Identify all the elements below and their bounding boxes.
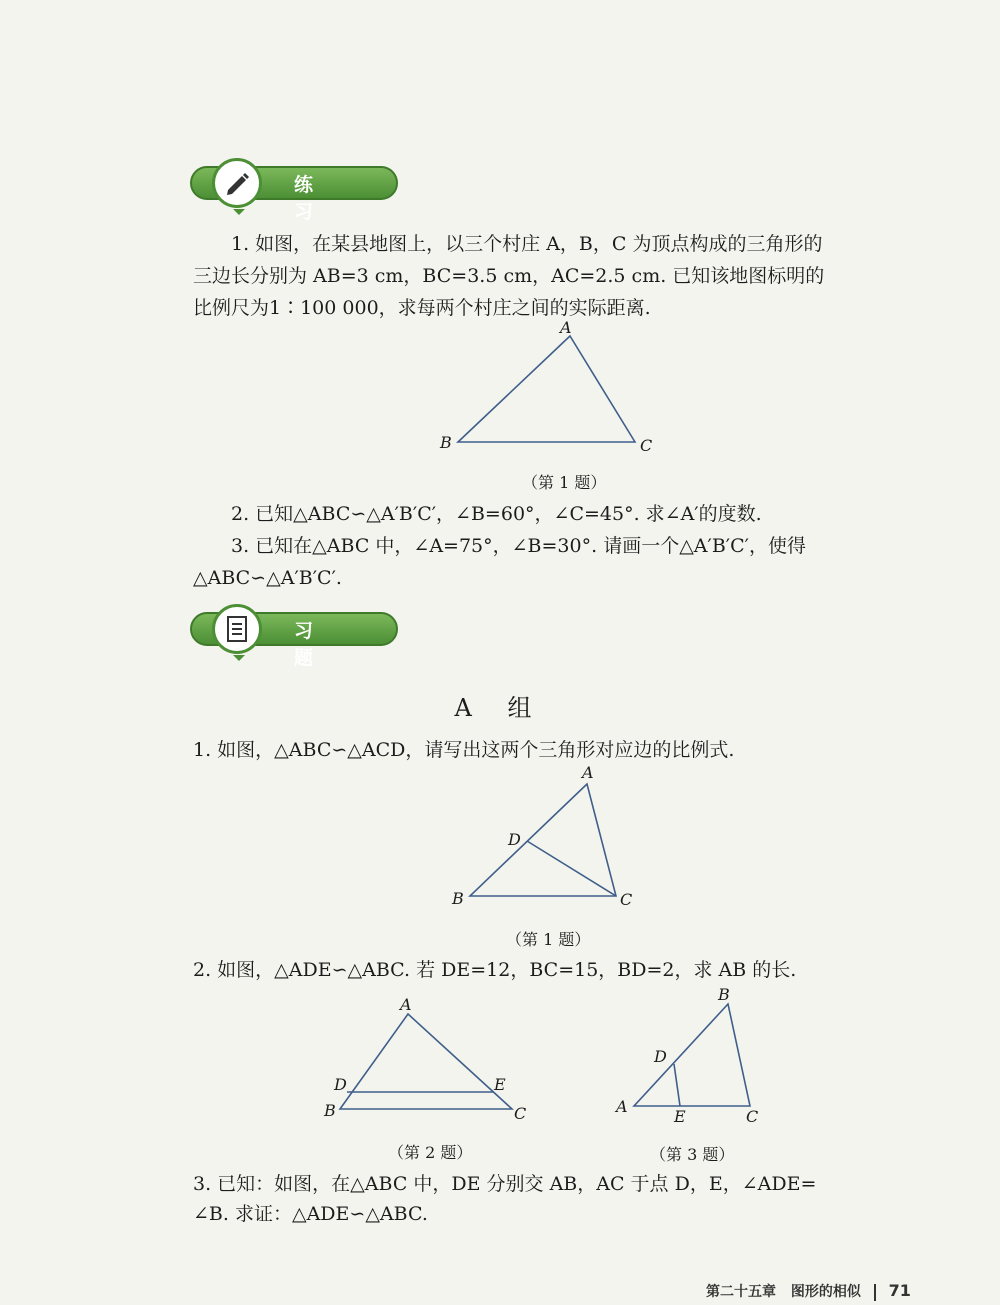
label-b: B [440,433,452,452]
practice-q3-line2: △ABC∽△A′B′C′. [193,567,342,589]
triangle-abc [470,784,616,896]
practice-q2: 2. 已知△ABC∽△A′B′C′，∠B=60°，∠C=45°. 求∠A′的度数. [231,503,762,525]
label-c: C [620,890,633,909]
label-d: D [508,830,521,849]
group-a-q3-line1: 3. 已知：如图，在△ABC 中，DE 分别交 AB，AC 于点 D，E，∠ADE= [193,1173,817,1195]
label-b: B [324,1101,336,1120]
practice-q1-line2: 三边长分别为 AB=3 cm，BC=3.5 cm，AC=2.5 cm. 已知该地图标明的 [193,265,825,287]
footer-title: 图形的相似 [790,1284,861,1300]
footer-page-number: 71 [888,1281,911,1300]
label-d: D [654,1047,667,1066]
practice-banner-label: 练 习 [294,174,328,223]
label-d: D [334,1075,347,1094]
group-a-q1-figure [450,762,640,912]
pencil-icon [212,158,262,208]
group-a-q2-figure [320,992,540,1127]
triangle-abc [458,336,635,442]
label-c: C [746,1107,759,1126]
practice-banner-pointer [233,209,245,215]
page-footer [706,1281,911,1301]
group-a-q3-caption: （第 3 题） [650,1145,735,1164]
group-a-q2: 2. 如图，△ADE∽△ABC. 若 DE=12，BC=15，BD=2，求 AB 的长. [193,959,797,981]
footer-divider [874,1284,876,1301]
footer-chapter: 第二十五章 [706,1284,776,1300]
triangle-abc [340,1014,512,1109]
label-e: E [494,1075,506,1094]
exercise-banner-pointer [233,655,245,661]
group-a-heading: A 组 [454,694,546,722]
label-a: A [616,1097,628,1116]
group-a-q3-line2: ∠B. 求证：△ADE∽△ABC. [193,1203,428,1225]
group-a-q3-figure [610,982,780,1127]
practice-q1-caption: （第 1 题） [522,473,607,492]
group-a-q2-caption: （第 2 题） [388,1143,473,1162]
label-c: C [640,436,653,455]
segment-cd [527,841,616,896]
segment-de [674,1064,680,1106]
triangle-abc [634,1004,750,1106]
practice-q1-figure [430,318,660,458]
label-b: B [718,985,730,1004]
label-c: C [514,1104,527,1123]
label-a: A [582,763,594,782]
label-a: A [400,995,412,1014]
group-a-q1-caption: （第 1 题） [506,930,591,949]
practice-q1-line1: 1. 如图，在某县地图上，以三个村庄 A，B，C 为顶点构成的三角形的 [231,233,823,255]
practice-q3-line1: 3. 已知在△ABC 中，∠A=75°，∠B=30°. 请画一个△A′B′C′，使得 [231,535,806,557]
label-a: A [560,318,572,337]
group-a-q1: 1. 如图，△ABC∽△ACD，请写出这两个三角形对应边的比例式. [193,739,735,761]
practice-q1-line3: 比例尺为1∶100 000，求每两个村庄之间的实际距离. [193,297,651,319]
exercise-banner-label: 习 题 [294,620,328,669]
notebook-icon [212,604,262,654]
label-e: E [674,1107,686,1126]
label-b: B [452,889,464,908]
